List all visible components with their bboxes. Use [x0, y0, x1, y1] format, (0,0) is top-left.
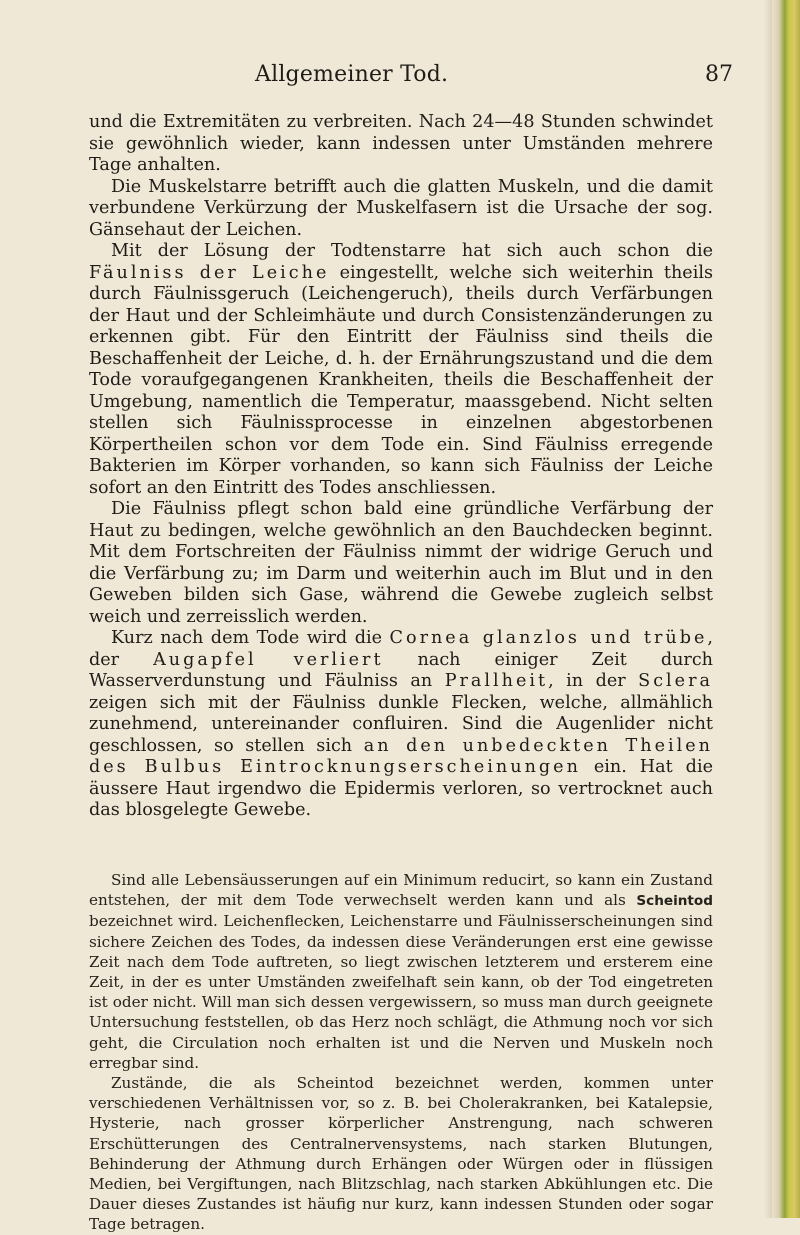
small-print-text	[89, 870, 713, 1235]
paragraph	[89, 177, 713, 242]
text-run: , in der	[548, 671, 639, 691]
text-run: und die Extremitäten zu verbreiten. Nach 24—48 Stunden schwindet sie gewöhnlich wieder, kann indessen unter Umständen mehrere Tage anhalten.	[89, 112, 713, 175]
text-run: nach einiger Zeit durch Wasserverdunstung und Fäulniss an	[89, 649, 714, 691]
text-run: Mit der Lösung der Todtenstarre hat sich auch schon die	[111, 241, 713, 261]
text-run: , der	[89, 628, 713, 670]
text-run: eingestellt, welche sich weiterhin theils durch Fäulnissgeruch (Leichengeruch), theils durch Verfärbungen der Haut und der Schleimhäute und durch Consistenzänderungen zu erkennen gibt. Für den Eintritt der Fäulniss sind theils die Beschaffenheit der Leiche, d. h. der Ernährungszustand und die dem Tode voraufgegangenen Krankheiten, theils die Beschaffenheit der Umgebung, namentlich die Temperatur, maassgebend. Nicht selten stellen sich Fäulnissprocesse in einzelnen abgestorbenen Körpertheilen schon vor dem Tode ein. Sind Fäulniss erregende Bakterien im Körper vorhanden, so kann sich Fäulniss der Leiche sofort an den Eintritt des Todes anschliessen.	[89, 262, 713, 498]
paragraph	[89, 628, 713, 822]
text-run: Die Fäulniss pflegt schon bald eine gründliche Verfärbung der Haut zu bedingen, welche gewöhnlich an den Bauchdecken beginnt. Mit dem Fortschreiten der Fäulniss nimmt der widrige Geruch und die Verfärbung zu; im Darm und weiterhin auch im Blut und in den Geweben bilden sich Gase, während die Gewebe zugleich selbst weich und zerreisslich werden.	[89, 499, 713, 627]
text-run: ein. Hat die äussere Haut irgendwo die Epidermis verloren, so vertrocknet auch das blosgelegte Gewebe.	[89, 757, 713, 820]
page-header	[0, 62, 800, 92]
spaced-emphasis: Augapfel verliert	[153, 649, 384, 670]
text-run: Die Muskelstarre betrifft auch die glatten Muskeln, und die damit verbundene Verkürzung der Muskelfasern ist die Ursache der sog. Gänsehaut der Leichen.	[89, 176, 713, 240]
text-run: Sind alle Lebensäusserungen auf ein Minimum reducirt, so kann ein Zustand entstehen, der mit dem Tode verwechselt werden kann und als	[89, 871, 713, 910]
page-edge-binding	[772, 0, 800, 1218]
spaced-emphasis: Sclera	[638, 671, 713, 691]
spaced-emphasis: Cornea glanzlos und trübe	[389, 628, 708, 648]
page-gutter-shadow	[764, 0, 772, 1218]
running-head: Allgemeiner Tod.	[255, 62, 449, 87]
main-text	[89, 112, 713, 822]
bold-term: Scheintod	[636, 893, 713, 910]
paragraph	[89, 112, 713, 177]
page-number: 87	[705, 62, 733, 87]
paragraph	[89, 241, 713, 499]
spaced-emphasis: an den unbedeckten Theilen des Bulbus Eintrocknungserscheinungen	[89, 735, 714, 777]
text-run: Kurz nach dem Tode wird die	[111, 628, 390, 648]
spaced-emphasis: Prallheit	[444, 671, 549, 691]
paragraph	[89, 1073, 713, 1235]
text-run: zeigen sich mit der Fäulniss dunkle Flecken, welche, allmählich zunehmend, untereinander confluiren. Sind die Augenlider nicht geschlossen, so stellen sich	[89, 692, 713, 756]
paragraph	[89, 499, 713, 628]
text-run: Zustände, die als Scheintod bezeichnet werden, kommen unter verschiedenen Verhältnissen vor, so z. B. bei Cholerakranken, bei Katalepsie, Hysterie, nach grosser körperlicher Anstrengung, nach schweren Erschütterungen des Centralnervensystems, nach starken Blutungen, Behinderung der Athmung durch Erhängen oder Würgen oder in flüssigen Medien, bei Vergiftungen, nach Blitzschlag, nach starken Abkühlungen etc. Die Dauer dieses Zustandes ist häufig nur kurz, kann indessen Stunden oder sogar Tage betragen.	[89, 1074, 713, 1234]
spaced-emphasis: Fäulniss der Leiche	[89, 262, 330, 283]
text-run: bezeichnet wird. Leichenflecken, Leichenstarre und Fäulnisserscheinungen sind sichere Zeichen des Todes, da indessen diese Veränderungen erst eine gewisse Zeit nach dem Tode auftreten, so liegt zwischen letzterem und ersterem eine Zeit, in der es unter Umständen zweifelhaft sein kann, ob der Tod eingetreten ist oder nicht. Will man sich dessen vergewissern, so muss man durch geeignete Untersuchung feststellen, ob das Herz noch schlägt, die Athmung noch vor sich geht, die Circulation noch erhalten ist und die Nerven und Muskeln noch erregbar sind.	[89, 912, 713, 1072]
paragraph	[89, 870, 713, 1073]
